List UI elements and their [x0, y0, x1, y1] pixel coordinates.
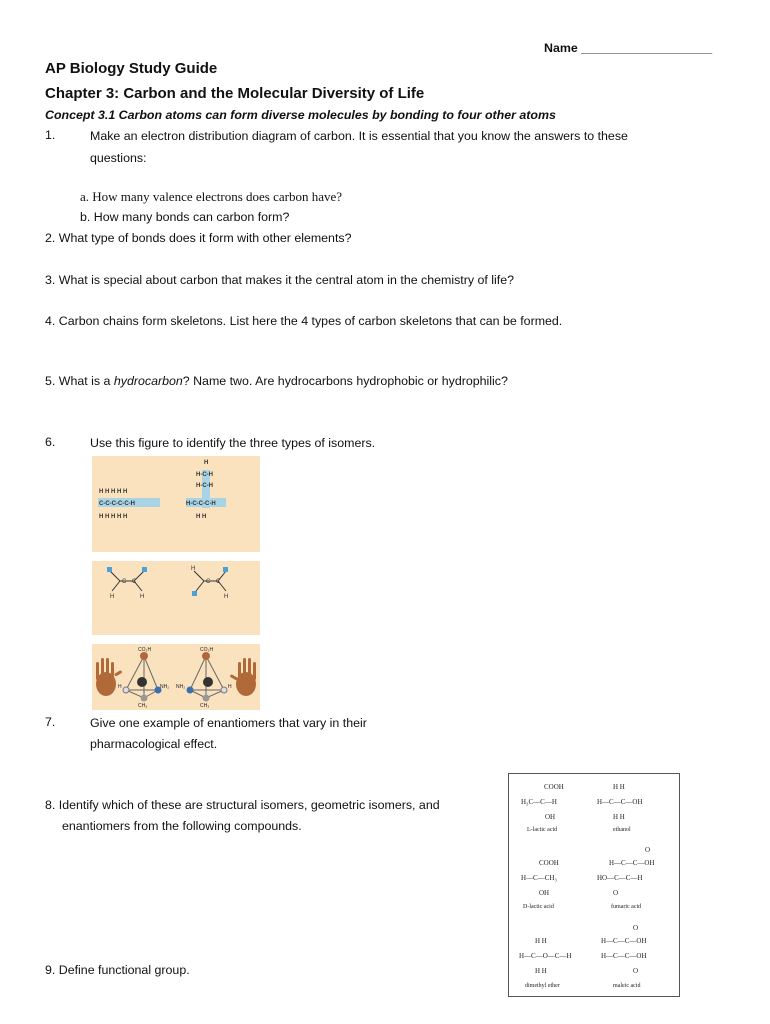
q7-number: 7. [45, 715, 56, 729]
q1-number: 1. [45, 128, 56, 142]
svg-text:H H H H H: H H H H H [99, 514, 128, 520]
q1a-text [80, 189, 342, 205]
q8-text-line1: 8. Identify which of these are structural isomers, geometric isomers, and [45, 798, 440, 812]
c-label-2: C [132, 579, 137, 585]
ethanol-top: H H [613, 783, 625, 791]
svg-text:H-C-C-C-H: H-C-C-C-H [186, 501, 216, 507]
right-top-label: CO₂H [200, 647, 214, 653]
fumaric-row2: HO—C—C—H [597, 874, 643, 882]
c-label-1: C [122, 579, 127, 585]
h-label-1: H [110, 594, 115, 600]
d-lactic-bottom: OH [539, 889, 550, 897]
chapter-title: Chapter 3: Carbon and the Molecular Diversity of Life [45, 85, 425, 102]
ethanol-name: ethanol [613, 827, 631, 833]
left-chain-atoms [99, 489, 135, 520]
maleic-row2: H—C—C—OH [601, 952, 647, 960]
q1a-text-content: a. How many valence electrons does carbon have? [80, 189, 343, 204]
q9-text: 9. Define functional group. [45, 963, 190, 977]
q8-text-line2: enantiomers from the following compounds. [62, 819, 302, 833]
l-lactic-mid: H₃C—C—H [521, 798, 557, 806]
name-field-label: Name ___________________ [544, 41, 713, 55]
q3-text: 3. What is special about carbon that makes it the central atom in the chemistry of life? [45, 273, 515, 287]
c-label-4: C [216, 579, 221, 585]
dimethyl-name: dimethyl ether [525, 983, 560, 989]
dimethyl-top: H H [535, 937, 547, 945]
ethanol-bottom: H H [613, 813, 625, 821]
l-lactic-name: L-lactic acid [527, 827, 558, 833]
page-title: AP Biology Study Guide [45, 60, 218, 77]
q5-text-after: ? Name two. Are hydrocarbons hydrophobic or hydrophilic? [182, 374, 508, 388]
right-chain-atoms [186, 460, 216, 520]
h-label-2: H [140, 594, 145, 600]
q7-text-line1: Give one example of enantiomers that vary in their [90, 716, 367, 730]
left-bottom-label: CH₃ [138, 703, 148, 709]
dimethyl-mid: H—C—O—C—H [519, 952, 572, 960]
q1-text-line1: Make an electron distribution diagram of carbon. It is essential that you know the answers to these [90, 129, 628, 143]
q5-text [45, 373, 508, 389]
maleic-name: maleic acid [613, 983, 641, 989]
l-lactic-top: COOH [544, 783, 564, 791]
q7-text-line2: pharmacological effect. [90, 737, 218, 751]
fumaric-name: fumaric acid [611, 904, 642, 910]
maleic-top-o: O [633, 924, 639, 932]
d-lactic-top: COOH [539, 859, 559, 867]
svg-text:H-C-H: H-C-H [196, 472, 213, 478]
structural-isomers-figure [92, 456, 260, 552]
svg-text:H H: H H [196, 514, 207, 520]
q1-text-line2: questions: [90, 151, 147, 165]
right-bottom-label: CH₃ [200, 703, 210, 709]
right-nh-label: NH₂ [176, 684, 186, 690]
q4-text: 4. Carbon chains form skeletons. List here the 4 types of carbon skeletons that can be formed. [45, 314, 563, 328]
d-lactic-name: D-lactic acid [523, 904, 554, 910]
c-label-3: C [206, 579, 211, 585]
maleic-bottom-o: O [633, 967, 639, 975]
left-top-label: CO₂H [138, 647, 152, 653]
enantiomers-figure [92, 644, 260, 710]
right-hand-icon [230, 658, 256, 696]
left-nh-label: NH₂ [160, 684, 170, 690]
x-atom-3 [223, 567, 228, 572]
maleic-row1: H—C—C—OH [601, 937, 647, 945]
left-hand-icon [96, 658, 122, 696]
geometric-isomers-figure [92, 561, 260, 635]
x-atom-2 [142, 567, 147, 572]
q5-text-italic: hydrocarbon [113, 374, 183, 388]
q1b-text: b. How many bonds can carbon form? [80, 210, 290, 224]
l-lactic-bottom: OH [545, 813, 556, 821]
h-label-3: H [191, 566, 196, 572]
right-h-label: H [228, 684, 232, 690]
fumaric-row1: H—C—C—OH [609, 859, 655, 867]
q5-text-before: 5. What is a [45, 374, 114, 388]
compounds-figure [508, 773, 680, 997]
dimethyl-bottom: H H [535, 967, 547, 975]
x-atom-4 [192, 591, 197, 596]
q6-number: 6. [45, 435, 56, 449]
right-tetrahedron [190, 656, 224, 698]
h-label-4: H [224, 594, 229, 600]
concept-heading: Concept 3.1 Carbon atoms can form diverse molecules by bonding to four other atoms [45, 108, 556, 122]
svg-text:H H H H H: H H H H H [99, 489, 128, 495]
q6-text: Use this figure to identify the three types of isomers. [90, 436, 376, 450]
svg-text:C-C-C-C-C-H: C-C-C-C-C-H [99, 501, 135, 507]
left-h-label: H [118, 684, 122, 690]
q2-text: 2. What type of bonds does it form with other elements? [45, 231, 352, 245]
fumaric-bottom-o: O [613, 889, 619, 897]
ethanol-mid: H—C—C—OH [597, 798, 643, 806]
fumaric-top-o: O [645, 846, 651, 854]
svg-text:H: H [204, 460, 209, 466]
x-atom-1 [107, 567, 112, 572]
d-lactic-mid: H—C—CH₃ [521, 874, 557, 882]
svg-text:H-C-H: H-C-H [196, 483, 213, 489]
